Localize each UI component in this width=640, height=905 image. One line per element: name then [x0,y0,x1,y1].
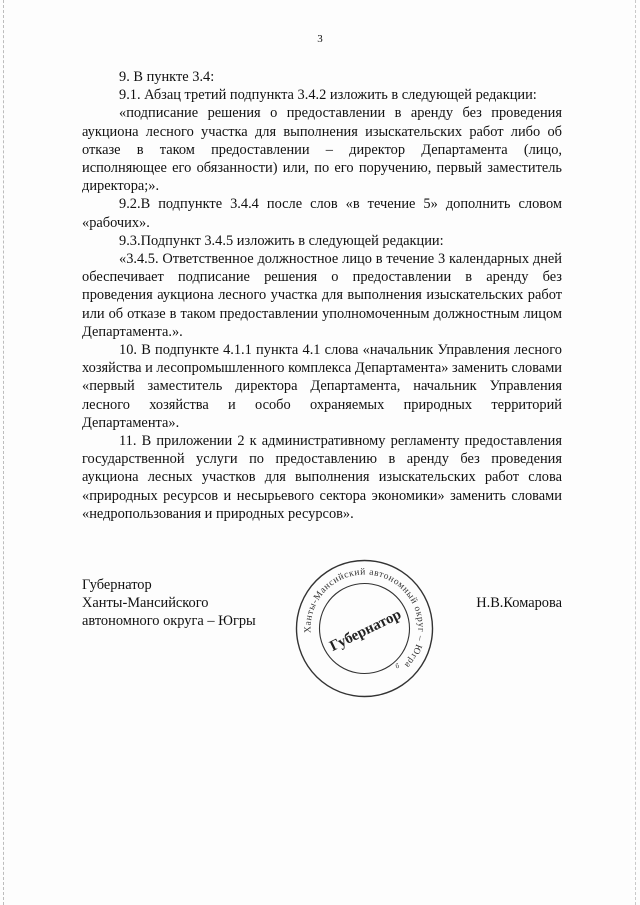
signatory-title-line: Губернатор [82,577,152,593]
page-number: 3 [317,33,323,45]
paragraph-9: 9. В пункте 3.4: [119,69,215,85]
signatory-title [82,576,256,631]
seal-center-text: Губернатор [327,606,404,655]
paragraph-9-1: 9.1. Абзац третий подпункта 3.4.2 изложить в следующей редакции: [119,87,537,104]
seal-mark: б [394,661,400,671]
signatory-title-line: автономного округа – Югры [82,613,256,630]
seal-ring-text: Ханты-Мансийский автономный округ – Югра [303,567,426,670]
scan-edge-left [3,0,5,905]
paragraph-9-3: 9.3.Подпункт 3.4.5 изложить в следующей редакции: [119,232,444,249]
signature-block [82,567,562,706]
paragraph-9-1-quote: «подписание решения о предоставлении в аренду без проведения аукциона лесного участка для выполнения изыскательских работ либо об отказе в таком предоставлении – директор Департамента (лицо, исполняющее его обязанности) или, по его поручению, первый заместитель директора;». [82,105,562,195]
paragraph-9-2: 9.2.В подпункте 3.4.4 после слов «в течение 5» дополнить словом «рабочих». [82,196,562,231]
paragraph-10: 10. В подпункте 4.1.1 пункта 4.1 слова «начальник Управления лесного хозяйства и лесопромышленного комплекса Департамента» заменить словами «первый заместитель директора Департамента, начальник Управления лесного хозяйства и особо охраняемых природных территорий Департамента». [82,342,562,431]
official-seal-stamp [292,556,437,701]
document-body [82,68,562,523]
paragraph-11: 11. В приложении 2 к административному регламенту предоставления государственной услуги по предоставлению в аренду без проведения аукциона лесных участков для выполнения изыскательских работ слова «природных ресурсов и несырьевого сектора экономики» заменить словами «недропользования и природных ресурсов». [82,433,562,522]
signatory-title-line: Ханты-Мансийского [82,595,209,612]
signatory-name: Н.В.Комарова [476,595,562,611]
scan-edge-right [635,0,637,905]
paragraph-9-3-quote: «3.4.5. Ответственное должностное лицо в течение 3 календарных дней обеспечивает подписание решения о предоставлении в аренду без проведения аукциона лесного участка для выполнения изыскательских работ или об отказе в таком предоставлении уполномоченным должностным лицом Департамента.». [82,251,562,340]
